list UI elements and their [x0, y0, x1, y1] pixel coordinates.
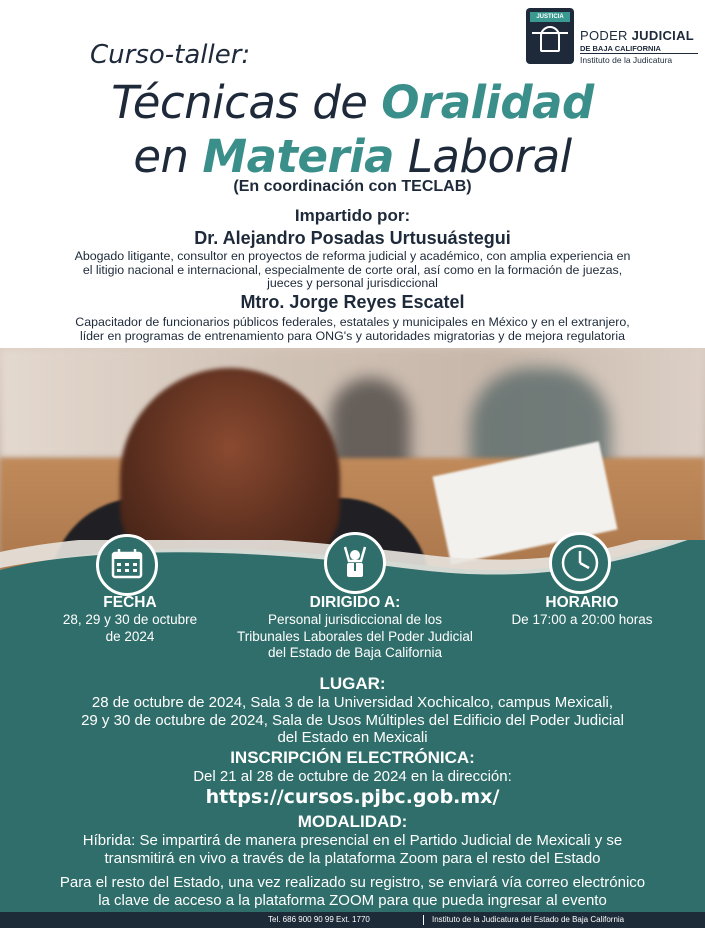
speakers-intro: Impartido por: [294, 206, 411, 225]
dirigido-block: DIRIGIDO A: Personal jurisdiccional de los Tribunales Laborales del Poder Judicial del Estado de Baja California [237, 594, 473, 660]
coordination-note: (En coordinación con TECLAB) [233, 178, 472, 195]
speaker-2-name: Mtro. Jorge Reyes Escatel [240, 292, 465, 312]
horario-block: HORARIO De 17:00 a 20:00 horas [511, 594, 653, 627]
lugar-section: LUGAR: 28 de octubre de 2024, Sala 3 de la Universidad Xochicalco, campus Mexicali, 29 y 30 de octubre de 2024, Sala de Usos Múltiples del Edificio del Poder Judicial del Estado en Mexicali [81, 674, 624, 746]
registration-url-link[interactable]: https://cursos.pjbc.gob.mx/ [205, 785, 500, 808]
zoom-note: Para el resto del Estado, una vez realizado su registro, se enviará vía correo electrónico la clave de acceso a la plataforma ZOOM para que pueda ingresar al evento [59, 874, 646, 909]
modalidad-section: MODALIDAD: Híbrida: Se impartirá de manera presencial en el Partido Judicial de Mexicali y se transmitirá en vivo a través de la plataforma Zoom para el resto del Estado [82, 812, 623, 867]
justice-seal-icon [526, 8, 574, 64]
fecha-block: FECHA 28, 29 y 30 de octubre de 2024 [62, 594, 198, 644]
speaker-1-bio: Abogado litigante, consultor en proyectos de reforma judicial y académico, con amplia experiencia en el litigio nacional e internacional, especialmente de corte oral, así como en la formación de juezas, jueces y personal jurisdiccional [74, 249, 631, 290]
org-name: PODER JUDICIAL [580, 28, 695, 43]
org-institute: Instituto de la Judicatura [580, 55, 673, 65]
org-state: DE BAJA CALIFORNIA [580, 44, 661, 53]
footer-bar [0, 912, 705, 928]
calendar-icon [96, 534, 158, 596]
speaker-1-name: Dr. Alejandro Posadas Urtusuástegui [194, 228, 511, 248]
course-title-line2: en Materia Laboral [133, 130, 572, 183]
seal-label: JUSTICIA [530, 12, 570, 22]
course-kicker: Curso-taller: [90, 40, 251, 70]
clock-icon [549, 532, 611, 594]
course-title-line1: Técnicas de Oralidad [111, 76, 594, 129]
speaker-2-bio: Capacitador de funcionarios públicos federales, estatales y municipales en México y en el extranjero, líder en programas de entrenamiento para ONG's y autoridades migratorias y de mejora regulatoria [75, 315, 630, 343]
inscripcion-section: INSCRIPCIÓN ELECTRÓNICA: Del 21 al 28 de octubre de 2024 en la dirección: https://cursos.pjbc.gob.mx/ [0, 748, 705, 808]
audience-icon [324, 532, 386, 594]
footer-phone: Tel. 686 900 90 99 Ext. 1770 [268, 915, 370, 924]
institution-logo [524, 6, 700, 66]
footer-institute: Instituto de la Judicatura del Estado de Baja California [432, 915, 625, 924]
